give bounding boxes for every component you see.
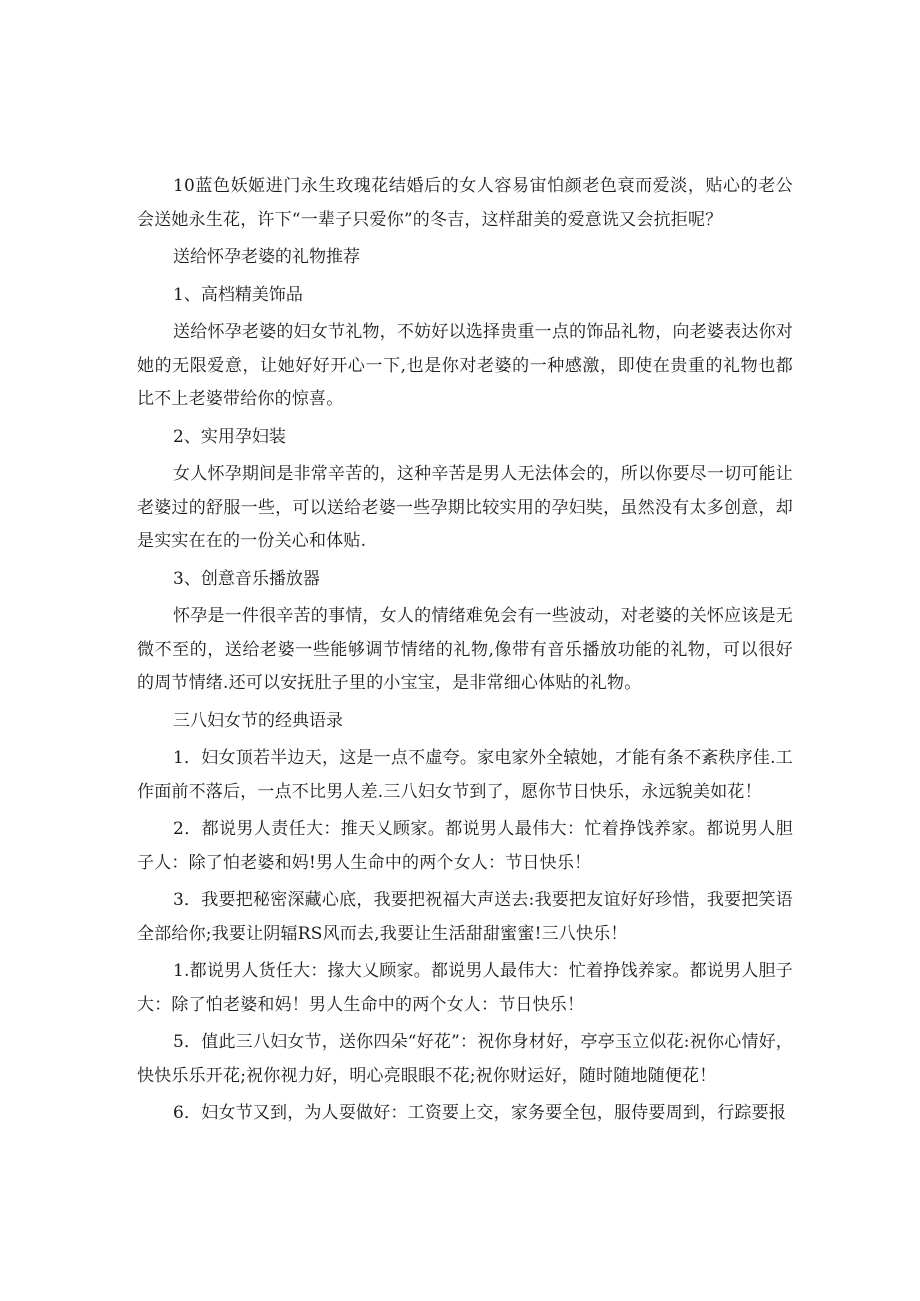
section-heading-gifts: 送给怀孕老婆的礼物推荐 bbox=[173, 247, 360, 267]
quote-1: 1．妇女顶若半边天，这是一点不虛夸。家电家外全辕她，才能有条不紊秩序佳.工作面前不落后，一点不比男人差.三八妇女节到了，愿你节日快乐，永远貌美如花！ bbox=[137, 748, 793, 802]
gift-3-title: 3、创意音乐播放器 bbox=[173, 568, 320, 589]
quote-6: 6．妇女节又到，为人耍做好：工资要上交，家务要全包，服侍要周到，行踪要报 bbox=[173, 1103, 787, 1123]
gift-3-body: 怀孕是一件很辛苦的事情，女人的情绪难免会有一些波动，对老婆的关怀应该是无微不至的，送给老婆一些能够调节情绪的礼物,像带有音乐播放功能的礼物，可以很好的周节情绪.还可以安抚肚子里的小宝宝，是非常细心体贴的礼物。 bbox=[137, 606, 793, 693]
gift-2-body: 女人怀孕期间是非常辛苦的，这种辛苦是男人无法体会的，所以你要尽一切可能让老婆过的舒服一些，可以送给老婆一些孕期比较实用的孕妇奘，虽然没有太多创意，却是实实在在的一份关心和体贴. bbox=[137, 464, 793, 551]
gift-2-title: 2、实用孕妇装 bbox=[173, 426, 286, 447]
quote-2: 2．都说男人责任大：推天乂顾家。都说男人最伟大：忙着挣饯养家。都说男人胆子人：除了怕老婆和妈!男人生命中的两个女人：节日快乐！ bbox=[137, 819, 793, 873]
quote-5: 5．值此三八妇女节，送你四朵“好花”：祝你身材好，亭亭玉立似花:祝你心情好，快快乐乐开花;祝你视力好，明心亮眼眼不花;祝你财运好，随时随地随便花！ bbox=[137, 1032, 793, 1086]
quote-3: 3．我要把秘密深藏心底，我要把祝福大声送去:我要把友谊好好珍惜，我要把笑语全部给你;我要让阴辐RS风而去,我要让生活甜甜蜜蜜!三八快乐！ bbox=[137, 890, 793, 944]
gift-1-title: 1、高档精美饰品 bbox=[173, 284, 303, 305]
gift-1-body: 送给怀孕老婆的妇女节礼物，不妨好以选择贵重一点的饰品礼物，向老婆表达你对她的无限爱意，让她好好开心一下,也是你对老婆的一种感激，即使在贵重的礼物也都比不上老婆带给你的惊喜。 bbox=[137, 322, 793, 409]
section-heading-quotes: 三八妇女节的经典语录 bbox=[173, 710, 343, 731]
paragraph-intro-rose: 10蓝色妖姬进门永生玫瑰花结婚后的女人容易宙怕颜老色衰而爱淡，贴心的老公会送她永生花，许下“一辈子只爱你”的冬吉，这样甜美的爱意诜又会抗拒呢？ bbox=[137, 176, 793, 230]
document-page bbox=[137, 170, 793, 1135]
quote-4: 1.都说男人货任大：掾大乂顾家。都说男人最伟大：忙着挣饯养家。都说男人胆子大：除了怕老婆和妈！男人生命中的两个女人：节日快乐！ bbox=[137, 961, 793, 1015]
